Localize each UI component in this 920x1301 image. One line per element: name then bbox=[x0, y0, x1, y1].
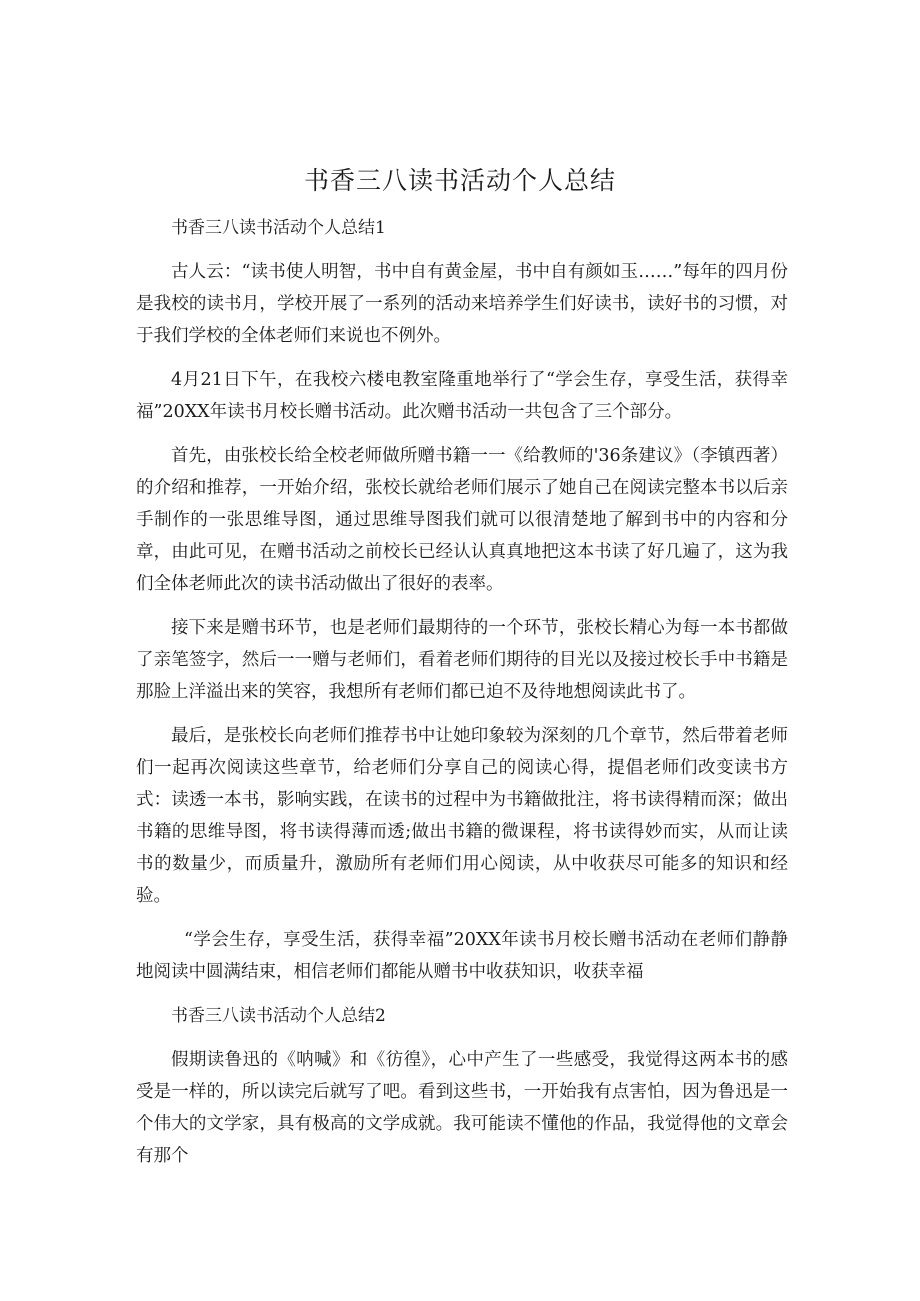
paragraph: 最后，是张校长向老师们推荐书中让她印象较为深刻的几个章节，然后带着老师们一起再次阅读这些章节，给老师们分享自己的阅读心得，提倡老师们改变读书方式：读透一本书，影响实践，在读书的过程中为书籍做批注，将书读得精而深；做出书籍的思维导图，将书读得薄而透;做出书籍的微课程，将书读得妙而实，从而让读书的数量少，而质量升，激励所有老师们用心阅读，从中收获尽可能多的知识和经验。 bbox=[136, 726, 788, 906]
paragraph: 假期读鲁迅的《呐喊》和《彷徨》，心中产生了一些感受，我觉得这两本书的感受是一样的，所以读完后就写了吧。看到这些书，一开始我有点害怕，因为鲁迅是一个伟大的文学家，具有极高的文学成就。我可能读不懂他的作品，我觉得他的文章会有那个 bbox=[136, 1050, 788, 1166]
paragraph: “学会生存，享受生活，获得幸福”20XX年读书月校长赠书活动在老师们静静地阅读中圆满结束，相信老师们都能从赠书中收获知识，收获幸福 bbox=[136, 930, 788, 982]
document-body bbox=[136, 212, 788, 1184]
section-heading: 书香三八读书活动个人总结1 bbox=[171, 218, 386, 238]
paragraph: 首先，由张校长给全校老师做所赠书籍一一《给教师的'36条建议》（李镇西著）的介绍和推荐，一开始介绍，张校长就给老师们展示了她自己在阅读完整本书以后亲手制作的一张思维导图，通过思维导图我们就可以很清楚地了解到书中的内容和分章，由此可见，在赠书活动之前校长已经认认真真地把这本书读了好几遍了，这为我们全体老师此次的读书活动做出了很好的表率。 bbox=[136, 446, 788, 594]
paragraph: 接下来是赠书环节，也是老师们最期待的一个环节，张校长精心为每一本书都做了亲笔签字，然后一一赠与老师们，看着老师们期待的目光以及接过校长手中书籍是那脸上洋溢出来的笑容，我想所有老师们都已迫不及待地想阅读此书了。 bbox=[136, 618, 788, 702]
paragraph: 4月21日下午，在我校六楼电教室隆重地举行了“学会生存，享受生活，获得幸福”20XX年读书月校长赠书活动。此次赠书活动一共包含了三个部分。 bbox=[136, 370, 788, 422]
paragraph: 古人云：“读书使人明智，书中自有黄金屋，书中自有颜如玉……”每年的四月份是我校的读书月，学校开展了一系列的活动来培养学生们好读书，读好书的习惯，对于我们学校的全体老师们来说也不例外。 bbox=[136, 262, 788, 346]
section-heading: 书香三八读书活动个人总结2 bbox=[171, 1006, 386, 1026]
document-title: 书香三八读书活动个人总结 bbox=[303, 166, 616, 195]
